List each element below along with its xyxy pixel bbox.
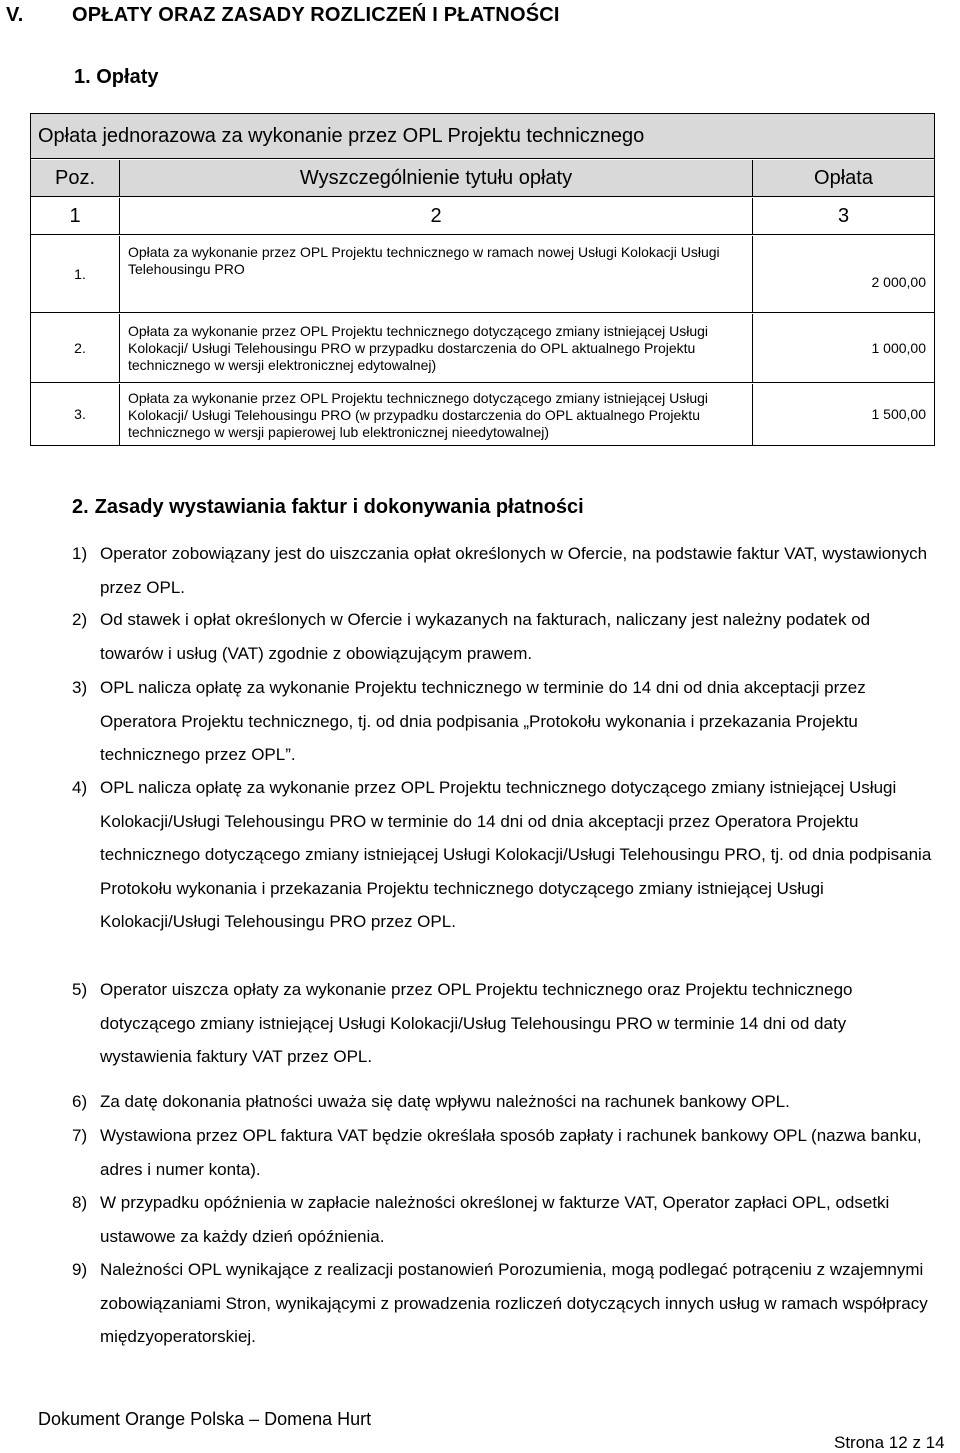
list-item-number: 1) xyxy=(72,544,88,563)
fee-table xyxy=(30,113,935,446)
list-item xyxy=(72,603,932,670)
list-item xyxy=(72,771,932,939)
list-item-number: 8) xyxy=(72,1193,88,1212)
list-item-text: Za datę dokonania płatności uważa się datę wpływu należności na rachunek bankowy OPL. xyxy=(100,1092,790,1111)
table-row-position: 2. xyxy=(31,314,120,383)
table-caption: Opłata jednorazowa za wykonanie przez OPL Projektu technicznego xyxy=(31,114,934,159)
list-item xyxy=(72,1253,932,1354)
list-item-number: 6) xyxy=(72,1092,88,1111)
section-number: V. xyxy=(6,4,24,26)
list-item xyxy=(72,1085,932,1119)
list-item-number: 4) xyxy=(72,778,88,797)
column-number: 2 xyxy=(120,198,753,235)
list-item-number: 7) xyxy=(72,1126,88,1145)
column-number: 1 xyxy=(31,198,120,235)
list-item-number: 5) xyxy=(72,980,88,999)
list-item-text: OPL nalicza opłatę za wykonanie przez OPL Projektu technicznego dotyczącego zmiany istniejącej Usługi Kolokacji/Usługi Telehousingu PRO w terminie do 14 dni od dnia akceptacji przez Operatora Projektu technicznego dotyczącego zmiany istniejącej Usługi Kolokacji/Usługi Telehousingu PRO, tj. od dnia podpisania Protokołu wykonania i przekazania Projektu technicznego dotyczącego zmiany istniejącej Usługi Kolokacji/Usługi Telehousingu PRO przez OPL. xyxy=(100,778,932,931)
table-row-description: Opłata za wykonanie przez OPL Projektu technicznego dotyczącego zmiany istniejącej Usługi Kolokacji/ Usługi Telehousingu PRO (w przypadku dostarczenia do OPL aktualnego Projektu technicznego w wersji papierowej lub elektronicznej nieedytowalnej) xyxy=(120,384,753,445)
table-row-description: Opłata za wykonanie przez OPL Projektu technicznego w ramach nowej Usługi Kolokacji Usługi Telehousingu PRO xyxy=(120,236,753,313)
list-item-text: Należności OPL wynikające z realizacji postanowień Porozumienia, mogą podlegać potrąceniu z wzajemnymi zobowiązaniami Stron, wynikającymi z prowadzenia rozliczeń dotyczących innych usług w ramach współpracy międzyoperatorskiej. xyxy=(100,1260,928,1346)
list-item xyxy=(72,973,932,1074)
subsection-title: Zasady wystawiania faktur i dokonywania płatności xyxy=(94,496,584,518)
table-row-fee: 1 500,00 xyxy=(871,406,926,422)
list-item-text: Operator uiszcza opłaty za wykonanie przez OPL Projektu technicznego oraz Projektu technicznego dotyczącego zmiany istniejącej Usługi Kolokacji/Usług Telehousingu PRO w terminie 14 dni od daty wystawienia faktury VAT przez OPL. xyxy=(100,980,853,1066)
list-item-text: Wystawiona przez OPL faktura VAT będzie określała sposób zapłaty i rachunek bankowy OPL (nazwa banku, adres i numer konta). xyxy=(100,1126,922,1179)
list-item-number: 9) xyxy=(72,1260,88,1279)
header-description: Wyszczególnienie tytułu opłaty xyxy=(120,160,753,197)
list-item xyxy=(72,1186,932,1253)
list-item-text: OPL nalicza opłatę za wykonanie Projektu technicznego w terminie do 14 dni od dnia akceptacji przez Operatora Projektu technicznego, tj. od dnia podpisania „Protokołu wykonania i przekazania Projektu technicznego przez OPL”. xyxy=(100,678,866,764)
table-row-fee: 1 000,00 xyxy=(753,314,934,383)
table-row-description: Opłata za wykonanie przez OPL Projektu technicznego dotyczącego zmiany istniejącej Usługi Kolokacji/ Usługi Telehousingu PRO w przypadku dostarczenia do OPL aktualnego Projektu technicznego w wersji elektronicznej edytowalnej) xyxy=(120,314,753,383)
header-position: Poz. xyxy=(31,160,120,197)
header-fee: Opłata xyxy=(753,160,934,197)
list-item-text: Od stawek i opłat określonych w Ofercie i wykazanych na fakturach, naliczany jest należny podatek od towarów i usług (VAT) zgodnie z obowiązującym prawem. xyxy=(100,610,871,663)
list-item xyxy=(72,1119,932,1186)
list-item xyxy=(72,537,932,604)
subsection-number: 2. xyxy=(72,496,89,518)
subsection-heading xyxy=(72,496,584,519)
section-heading: OPŁATY ORAZ ZASADY ROZLICZEŃ I PŁATNOŚCI xyxy=(72,4,560,26)
list-item-text: Operator zobowiązany jest do uiszczania opłat określonych w Ofercie, na podstawie faktur VAT, wystawionych przez OPL. xyxy=(100,544,928,597)
footer-document-name: Dokument Orange Polska – Domena Hurt xyxy=(38,1409,372,1429)
list-item xyxy=(72,671,932,772)
list-item-number: 2) xyxy=(72,610,88,629)
footer-page-number: Strona 12 z 14 xyxy=(834,1433,945,1452)
subsection-heading: 1. Opłaty xyxy=(74,66,159,88)
table-row-fee: 2 000,00 xyxy=(753,236,934,313)
table-row-position: 1. xyxy=(31,236,120,313)
section-title xyxy=(6,4,560,27)
column-number: 3 xyxy=(753,198,934,235)
list-item-number: 3) xyxy=(72,678,88,697)
table-row-position: 3. xyxy=(31,384,120,445)
list-item-text: W przypadku opóźnienia w zapłacie należności określonej w fakturze VAT, Operator zapłaci OPL, odsetki ustawowe za każdy dzień opóźnienia. xyxy=(100,1193,890,1246)
